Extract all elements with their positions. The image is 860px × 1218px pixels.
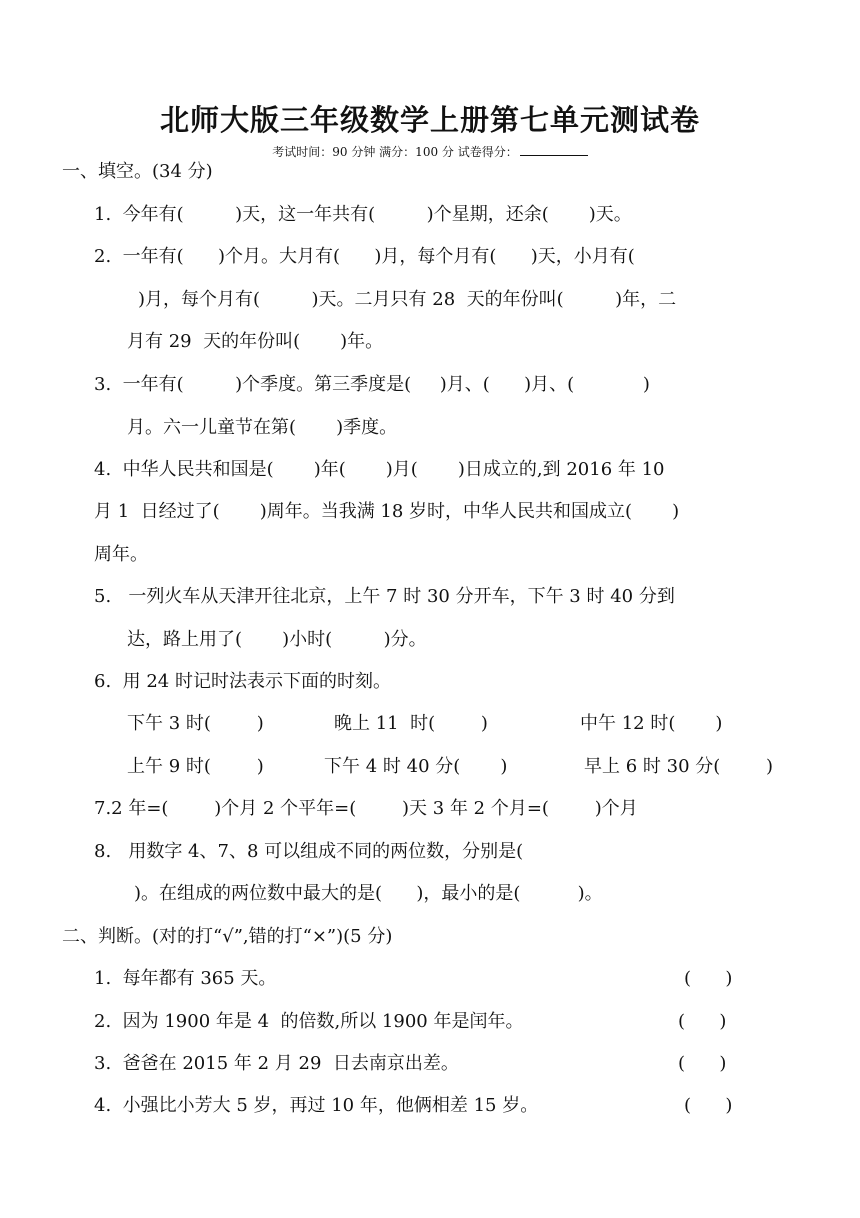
time-item: 下午 4 时 40 分( ) — [324, 756, 508, 777]
judge-item: 2. 因为 1900 年是 4 的倍数,所以 1900 年是闰年。 — [94, 1011, 524, 1032]
section1-heading: 一、填空。(34 分) — [62, 161, 213, 182]
section2-heading: 二、判断。(对的打“√”,错的打“×”)(5 分) — [62, 926, 393, 947]
question-2-line1: 2. 一年有( )个月。大月有( )月，每个月有( )天，小月有( — [94, 246, 635, 267]
answer-blank: ( ) — [684, 968, 733, 989]
time-item: 早上 6 时 30 分( ) — [584, 756, 774, 777]
answer-blank: ( ) — [678, 1053, 727, 1074]
question-5-line2: 达，路上用了( )小时( )分。 — [127, 629, 427, 650]
question-2-line3: 月有 29 天的年份叫( )年。 — [127, 331, 384, 352]
exam-info-text: 考试时间：90 分钟 满分：100 分 试卷得分： — [272, 145, 518, 159]
question-1: 1. 今年有( )天，这一年共有( )个星期，还余( )天。 — [94, 204, 632, 225]
question-2-line2: )月，每个月有( )天。二月只有 28 天的年份叫( )年，二 — [138, 289, 677, 310]
judge-item: 1. 每年都有 365 天。 — [94, 968, 277, 989]
time-item: 晚上 11 时( ) — [334, 713, 488, 734]
question-4-line1: 4. 中华人民共和国是( )年( )月( )日成立的,到 2016 年 10 — [94, 459, 665, 480]
question-4-line3: 周年。 — [94, 544, 148, 565]
time-item: 下午 3 时( ) — [127, 713, 264, 734]
question-5-line1: 5. 一列火车从天津开往北京，上午 7 时 30 分开车，下午 3 时 40 分到 — [94, 586, 675, 607]
page-title: 北师大版三年级数学上册第七单元测试卷 — [159, 103, 700, 137]
question-3-line2: 月。六一儿童节在第( )季度。 — [127, 417, 398, 438]
question-4-line2: 月 1 日经过了( )周年。当我满 18 岁时，中华人民共和国成立( ) — [94, 501, 680, 522]
answer-blank: ( ) — [678, 1011, 727, 1032]
judge-item: 3. 爸爸在 2015 年 2 月 29 日去南京出差。 — [94, 1053, 459, 1074]
time-item: 中午 12 时( ) — [580, 713, 723, 734]
question-7: 7.2 年=( )个月 2 个平年=( )天 3 年 2 个月=( )个月 — [94, 798, 638, 819]
question-8-line2: )。在组成的两位数中最大的是( )，最小的是( )。 — [134, 883, 603, 904]
question-6: 6. 用 24 时记时法表示下面的时刻。 — [94, 671, 391, 692]
judge-item: 4. 小强比小芳大 5 岁，再过 10 年，他俩相差 15 岁。 — [94, 1095, 539, 1116]
time-item: 上午 9 时( ) — [127, 756, 264, 777]
score-blank — [520, 144, 588, 156]
answer-blank: ( ) — [684, 1095, 733, 1116]
question-3-line1: 3. 一年有( )个季度。第三季度是( )月、( )月、( ) — [94, 374, 650, 395]
question-8-line1: 8. 用数字 4、7、8 可以组成不同的两位数，分别是( — [94, 841, 524, 862]
exam-info — [0, 143, 860, 160]
